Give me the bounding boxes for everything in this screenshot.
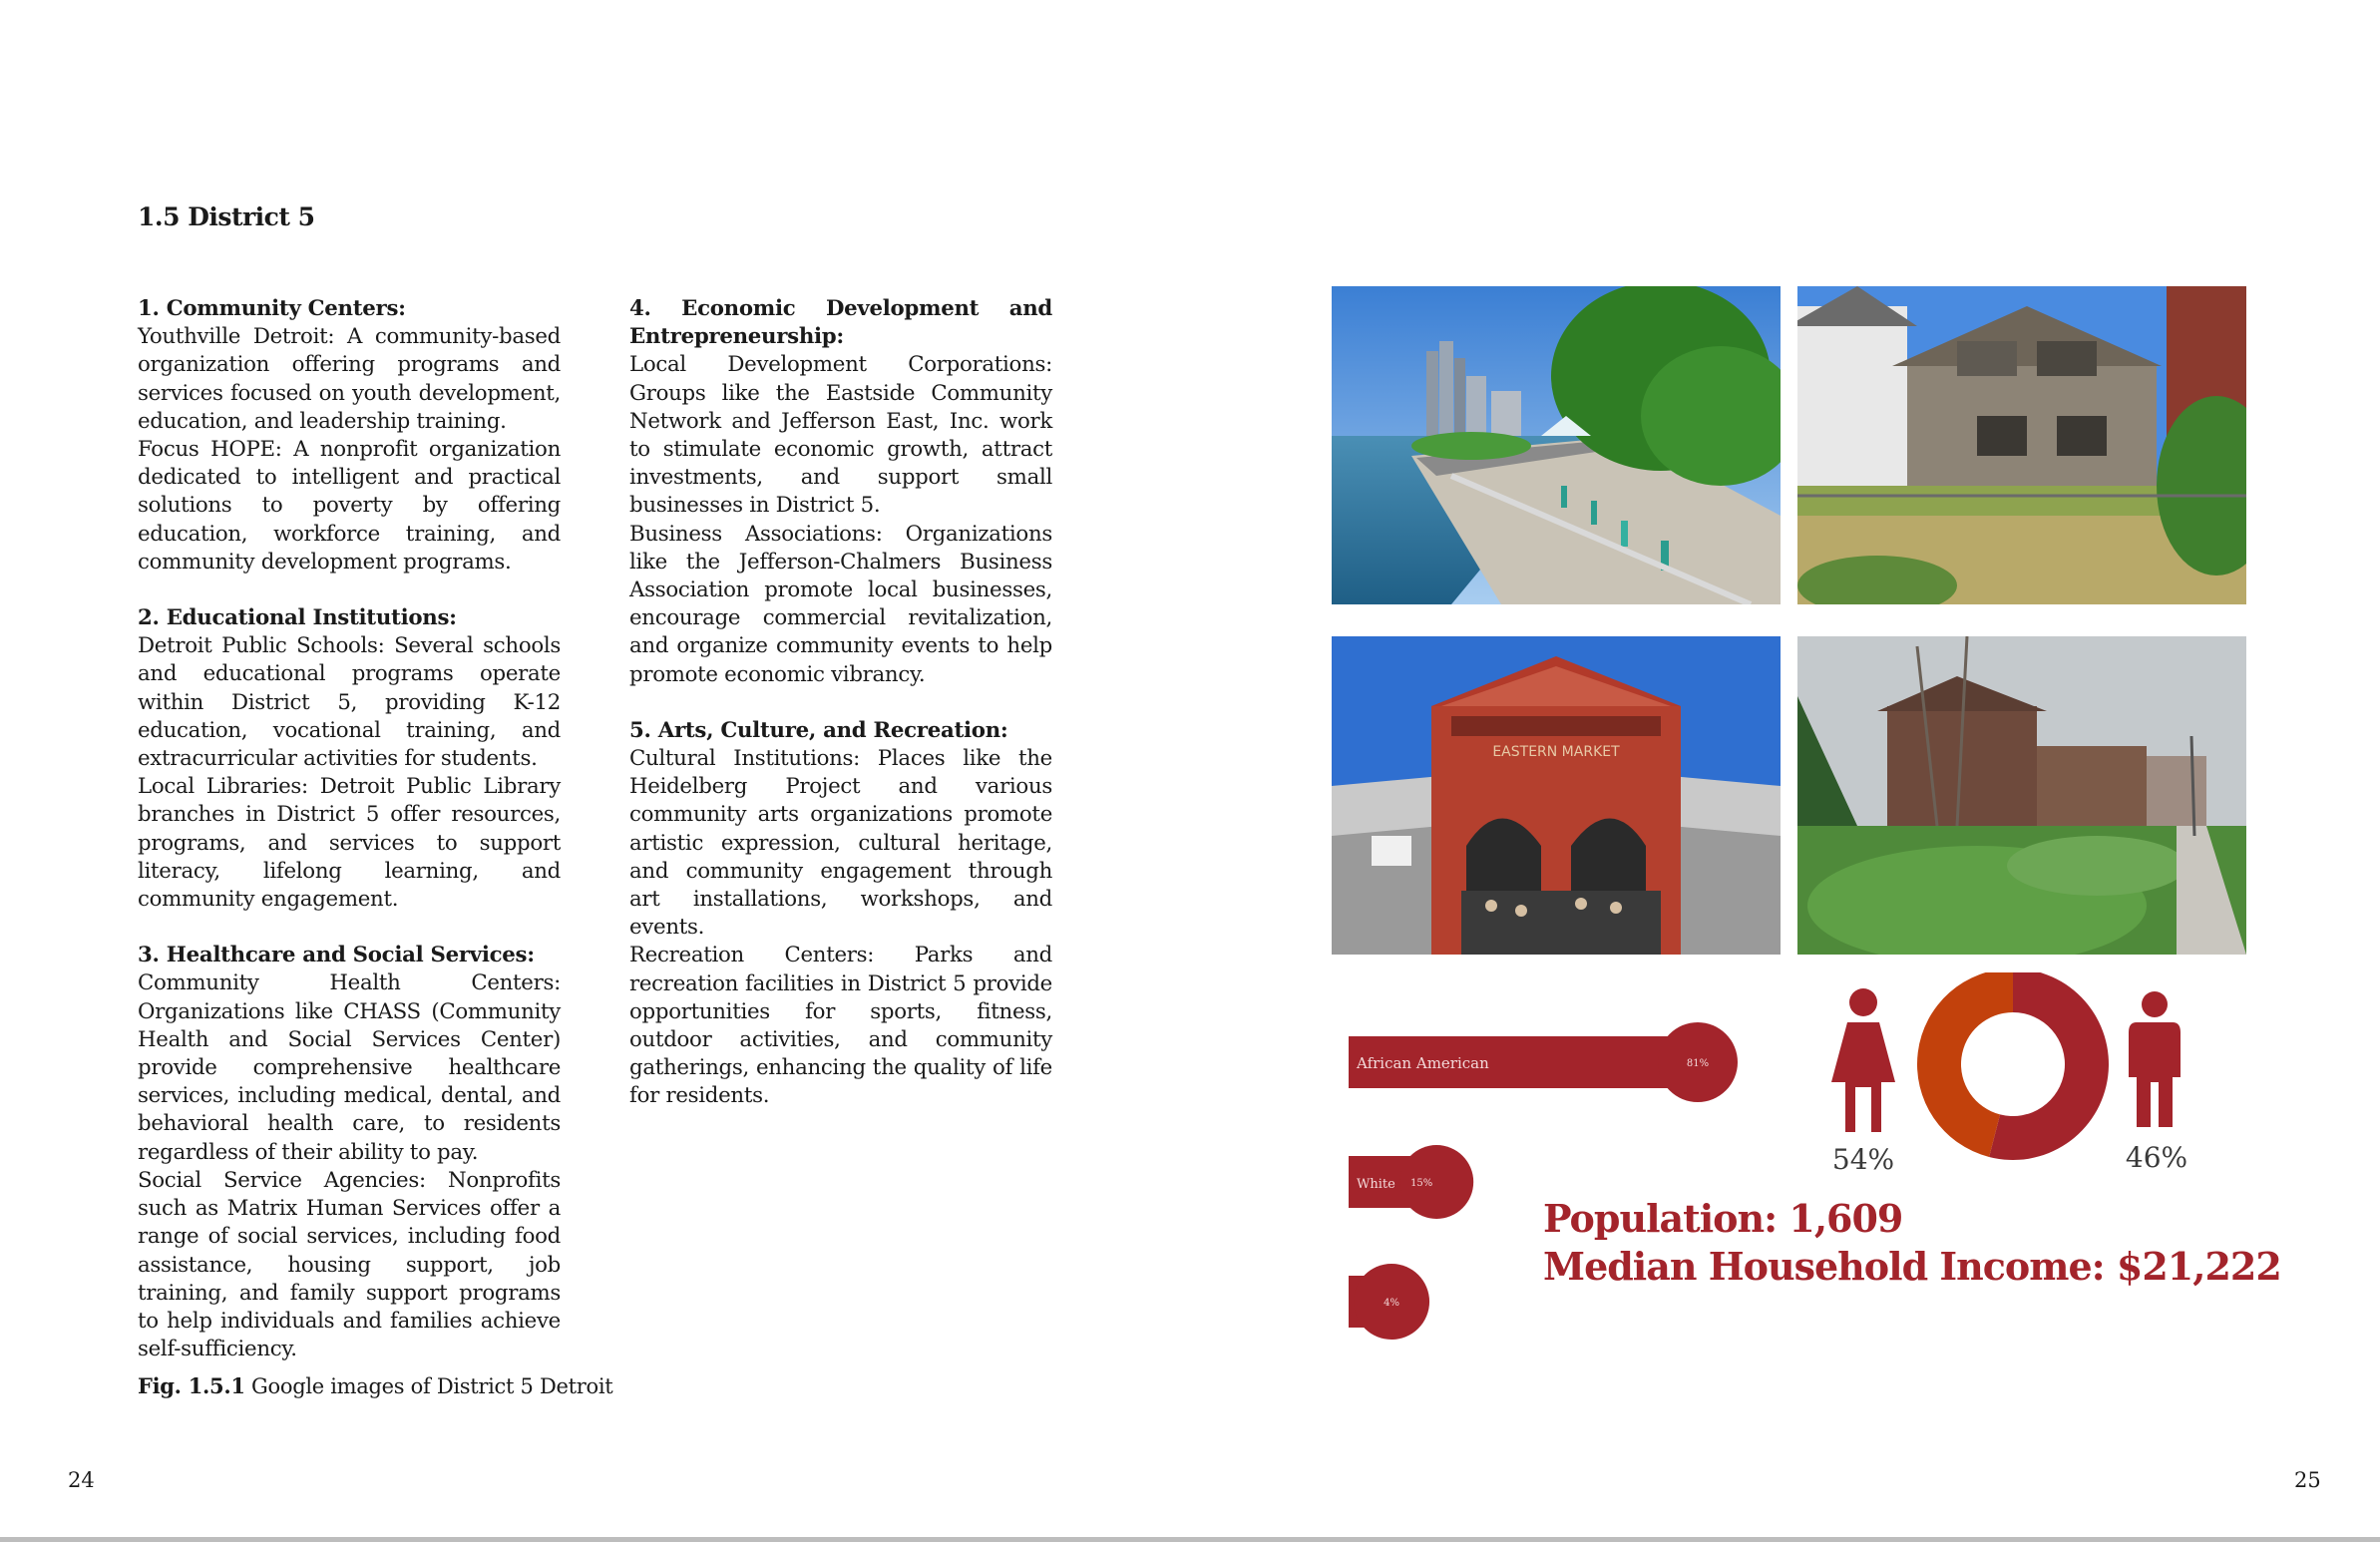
race-bar-label: African American (1357, 1054, 1489, 1072)
column-heading: 5. Arts, Culture, and Recreation: (629, 717, 1008, 743)
photo-residential-street (1797, 636, 2246, 955)
male-icon-body (2129, 1022, 2181, 1127)
female-icon (1849, 988, 1877, 1016)
female-percent: 54% (1831, 1143, 1895, 1176)
race-bar-value: 4% (1384, 1298, 1399, 1309)
column-heading: 2. Educational Institutions: (138, 605, 457, 631)
column-paragraph: Focus HOPE: A nonprofit organization dedicated to intelligent and practical solutions to poverty by offering education, workforce training, and community development programs. (138, 437, 561, 575)
male-icon (2142, 991, 2168, 1017)
figure-caption-text: Google images of District 5 Detroit (251, 1374, 613, 1398)
column-paragraph: Local Libraries: Detroit Public Library branches in District 5 offer resources, programs, and services to support literacy, lifelong learning, and community engagement. (138, 774, 561, 913)
bottom-divider (0, 1537, 2380, 1542)
column-paragraph: Youthville Detroit: A community-based organization offering programs and services focused on youth development, education, and leadership training. (138, 324, 561, 434)
column-heading: 1. Community Centers: (138, 296, 406, 321)
population-stats (1543, 1195, 2281, 1291)
page-number-left: 24 (68, 1468, 95, 1492)
figure-caption (138, 1373, 612, 1398)
photo-riverwalk (1332, 286, 1781, 604)
page-number-right: 25 (2294, 1468, 2321, 1492)
column-paragraph: Social Service Agencies: Nonprofits such as Matrix Human Services offer a range of social services, including food assistance, housing support, job training, and family support programs to help individuals and families achieve self-sufficiency. (138, 1167, 561, 1362)
paragraph-gap (629, 689, 1052, 717)
race-bar-label: White (1357, 1177, 1395, 1192)
population-line: Population: 1,609 (1543, 1196, 1903, 1241)
text-column-left (138, 295, 561, 1363)
market-sign-text: EASTERN MARKET (1492, 744, 1620, 760)
female-icon-body (1831, 1022, 1895, 1132)
column-paragraph: Recreation Centers: Parks and recreation facilities in District 5 provide opportunities for sports, fitness, outdoor activities, and community gatherings, enhancing the quality of life for residents. (629, 943, 1052, 1109)
text-column-right (629, 295, 1052, 1111)
section-title: 1.5 District 5 (138, 202, 315, 231)
photo-vacant-house (1797, 286, 2246, 604)
paragraph-gap (138, 577, 561, 604)
income-line: Median Household Income: $21,222 (1543, 1244, 2281, 1289)
demographics-infographic (1337, 972, 2234, 1351)
male-percent: 46% (2125, 1141, 2188, 1174)
race-bar-value: 15% (1410, 1178, 1433, 1189)
column-paragraph: Community Health Centers: Organizations like CHASS (Community Health and Social Services Center) provide comprehensive healthcare services, including medical, dental, and behavioral health care, to residents regardless of their ability to pay. (138, 970, 561, 1165)
column-paragraph: Local Development Corporations: Groups like the Eastside Community Network and Jefferson East, Inc. work to stimulate economic growth, attract investments, and support small businesses in District 5. (629, 352, 1052, 519)
paragraph-gap (138, 914, 561, 942)
photo-eastern-market (1332, 636, 1781, 955)
column-heading: 4. Economic Development and Entrepreneurship: (629, 296, 1052, 350)
figure-label: Fig. 1.5.1 (138, 1373, 245, 1398)
column-heading: 3. Healthcare and Social Services: (138, 943, 535, 968)
column-paragraph: Business Associations: Organizations like the Jefferson-Chalmers Business Association promote local businesses, encourage commercial revitalization, and organize community events to help promote economic vibrancy. (629, 521, 1052, 687)
race-bar-value: 81% (1686, 1058, 1710, 1069)
column-paragraph: Detroit Public Schools: Several schools and educational programs operate within District 5, providing K-12 education, vocational training, and extracurricular activities for students. (138, 633, 561, 772)
column-paragraph: Cultural Institutions: Places like the Heidelberg Project and various community arts organizations promote artistic expression, cultural heritage, and community engagement through art installations, workshops, and events. (629, 746, 1052, 941)
